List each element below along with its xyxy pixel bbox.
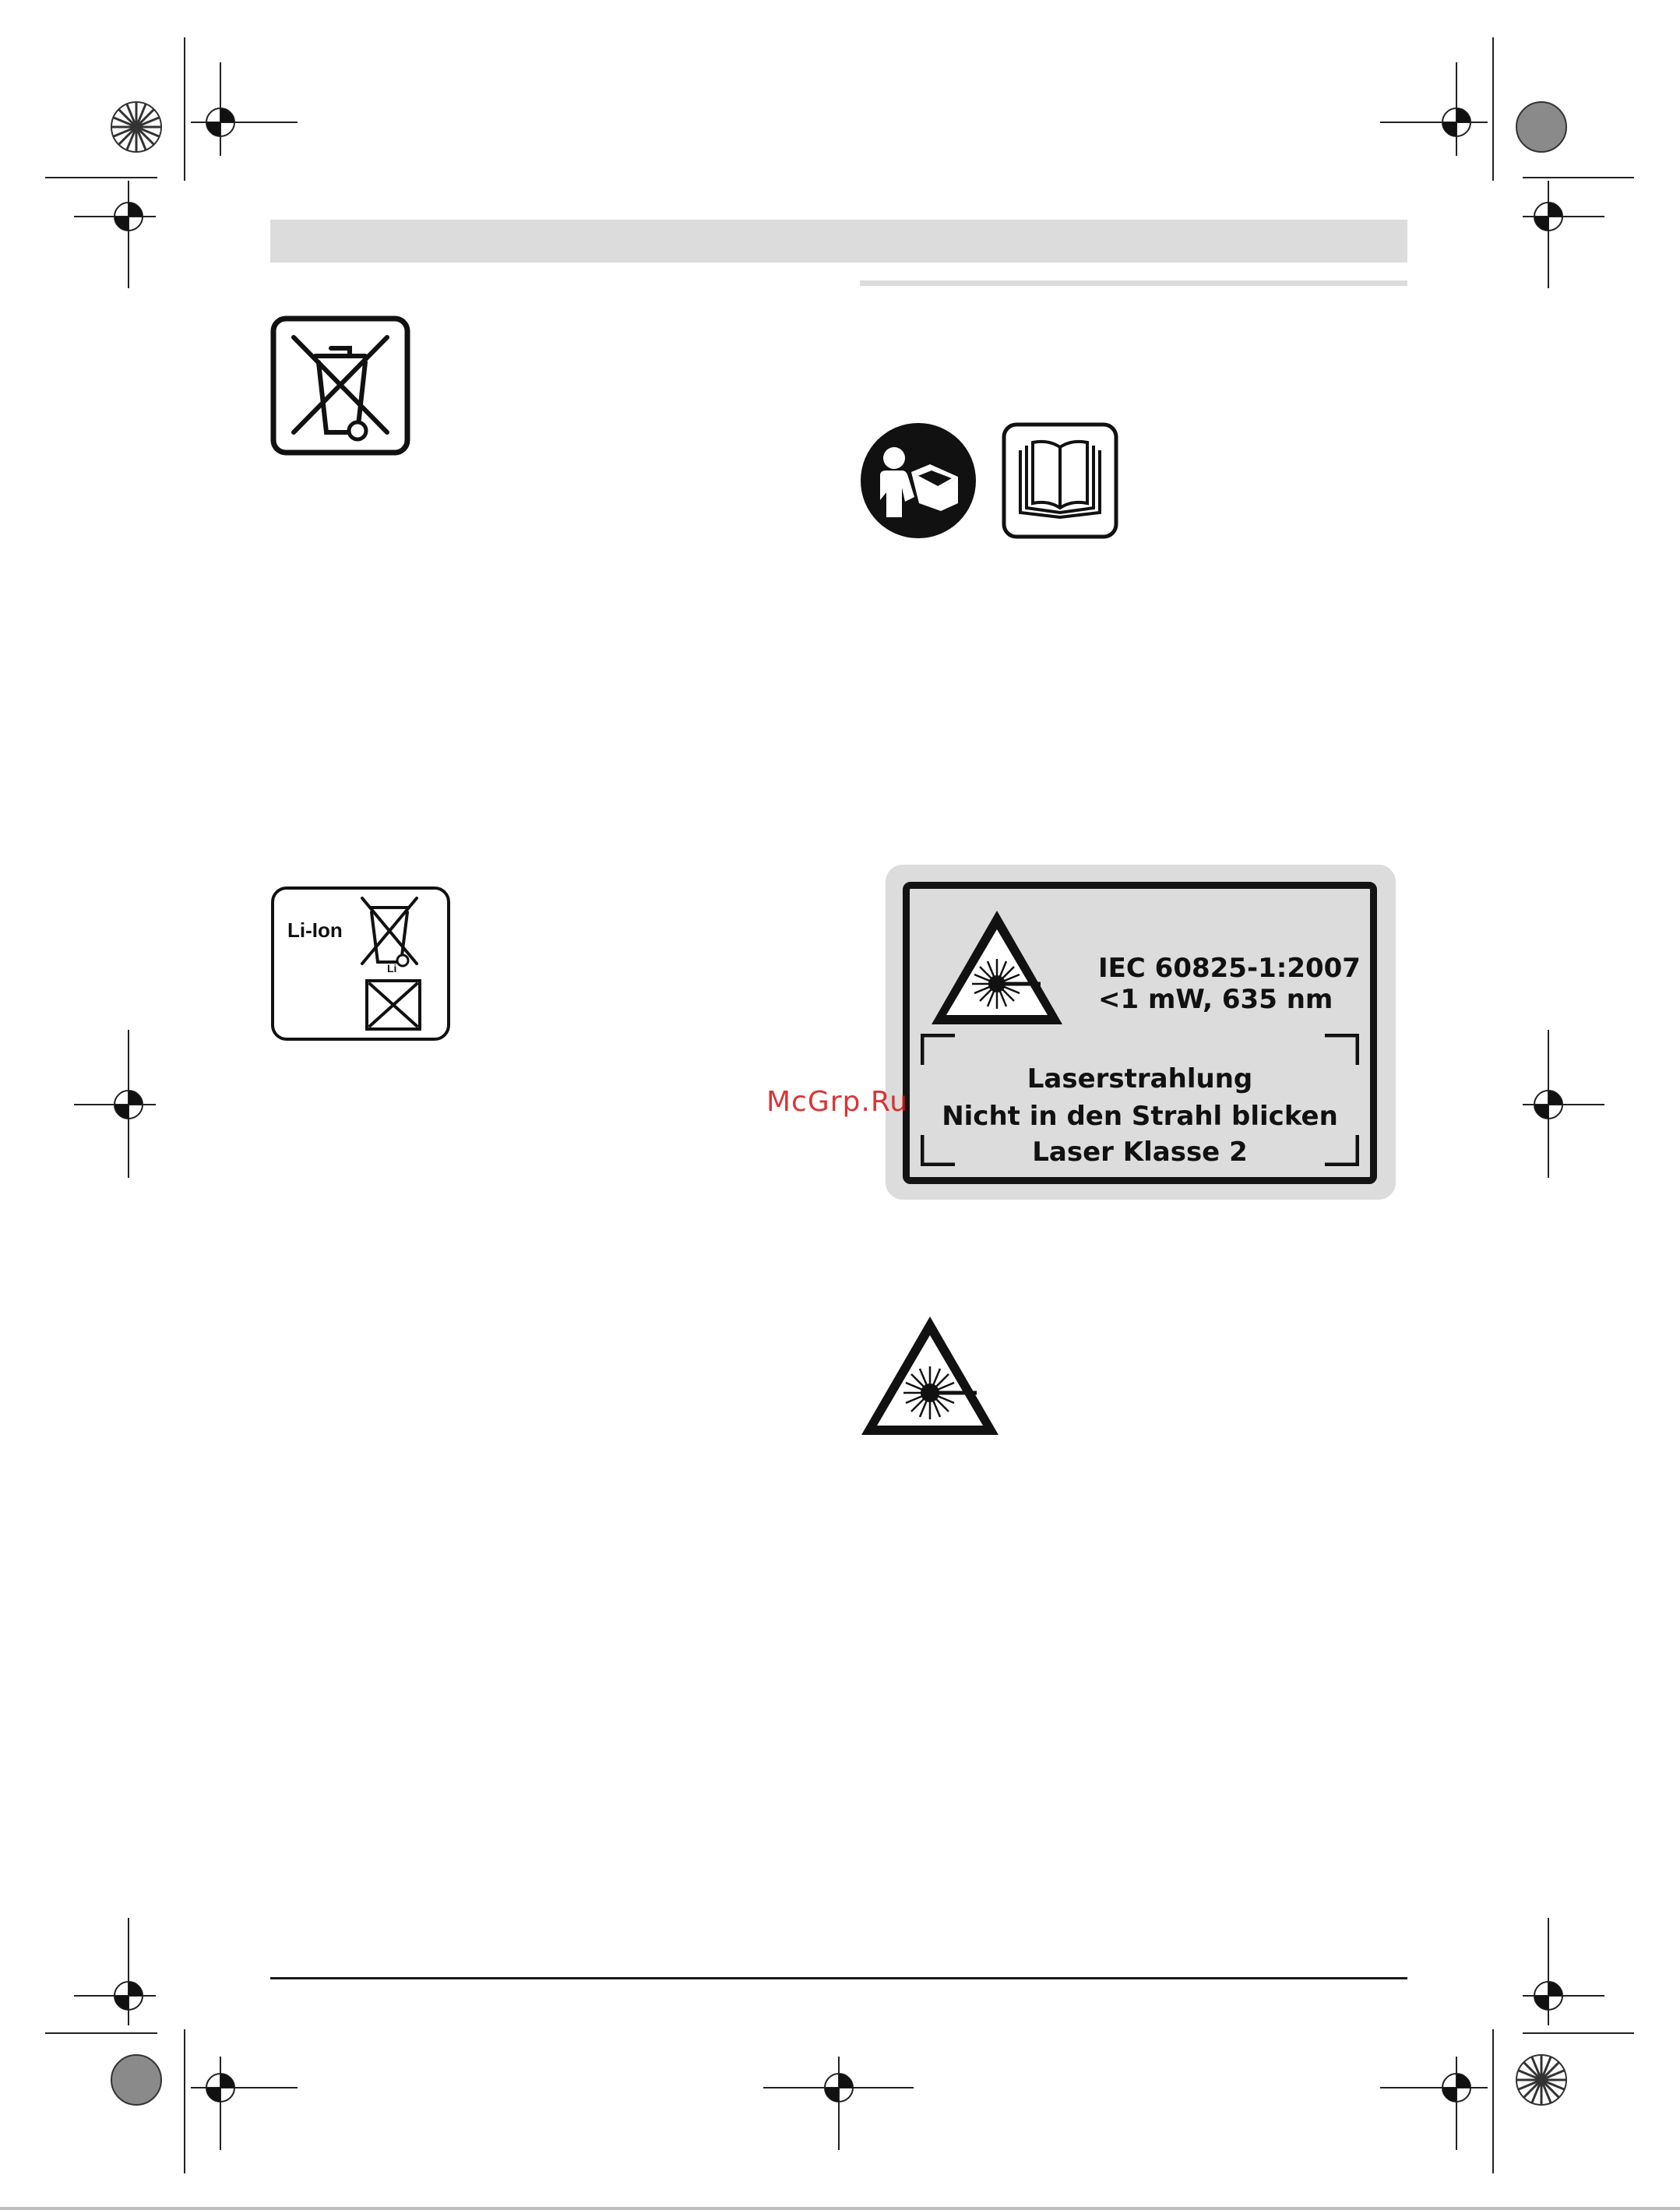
laser-power: <1 mW, 635 nm [1098, 984, 1333, 1015]
read-manual-person-icon [860, 422, 977, 539]
crossed-out-bin-icon [270, 315, 410, 456]
section-rule [860, 280, 1407, 286]
laser-hazard-triangle-icon [860, 1313, 1000, 1438]
laser-label-frame [903, 882, 1377, 1184]
li-ion-label: Li-Ion [287, 918, 343, 942]
watermark-text: McGrp.Ru [766, 1086, 909, 1118]
laser-warning-line3: Laser Klasse 2 [1032, 1137, 1248, 1168]
laser-warning-label [886, 865, 1396, 1200]
laser-standard: IEC 60825-1:2007 [1098, 953, 1361, 984]
li-sub-label: Li [387, 962, 397, 975]
laser-warning-line1: Laserstrahlung [1027, 1063, 1253, 1094]
header-bar [270, 220, 1407, 263]
laser-warning-line2: Nicht in den Strahl blicken [942, 1101, 1338, 1132]
footer-rule [270, 1977, 1407, 1979]
manual-book-icon [1002, 422, 1118, 539]
li-ion-disposal-icon [270, 886, 451, 1042]
bottom-edge [0, 2207, 1680, 2210]
laser-warning-icon [927, 906, 1067, 1031]
